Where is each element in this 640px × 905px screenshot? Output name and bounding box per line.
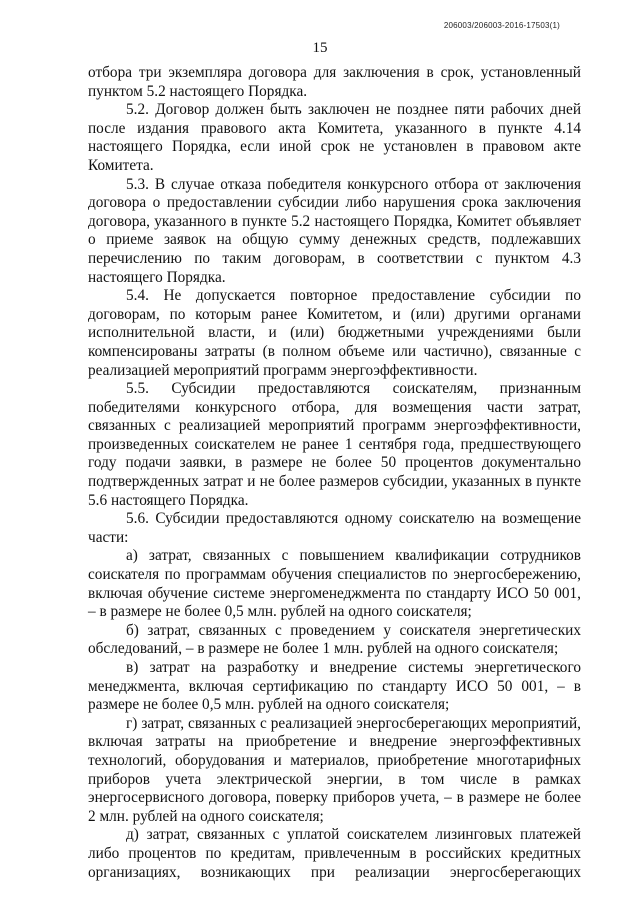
paragraph-5-5: 5.5. Субсидии предоставляются соискателям, признанным победителями конкурсного отбора, для возмещения части затрат, связанных с реализацией мероприятий программ энергоэффективности, произведенных соискателем не ранее 1 сентября года, предшествующего году подачи заявки, в размере не более 50 процентов документально подтвержденных затрат и не более размеров субсидии, указанных в пункте 5.6 настоящего Порядка. [88, 380, 581, 509]
page-number: 15 [312, 40, 328, 56]
list-item-d: д) затрат, связанных с уплатой соискателем лизинговых платежей либо процентов по кредитам, привлеченным в российских кредитных организациях, возникающих при реализации энергосберегающих [88, 826, 581, 881]
document-body [88, 64, 581, 882]
paragraph-continuation: отбора три экземпляра договора для заключения в срок, установленный пунктом 5.2 настоящего Порядка. [88, 64, 581, 100]
document-code: 206003/206003-2016-17503(1) [443, 21, 560, 30]
list-item-b: б) затрат, связанных с проведением у соискателя энергетических обследований, – в размере не более 1 млн. рублей на одного соискателя; [88, 621, 581, 658]
list-item-g: г) затрат, связанных с реализацией энергосберегающих мероприятий, включая затраты на приобретение и внедрение энергоэффективных технологий, оборудования и материалов, приобретение многотарифных приборов учета электрической энергии, в том числе в рамках энергосервисного договора, поверку приборов учета, – в размере не более 2 млн. рублей на одного соискателя; [88, 714, 581, 825]
list-item-v: в) затрат на разработку и внедрение системы энергетического менеджмента, включая сертификацию по стандарту ИСО 50 001, – в размере не более 0,5 млн. рублей на одного соискателя; [88, 659, 581, 714]
paragraph-5-6: 5.6. Субсидии предоставляются одному соискателю на возмещение части: [88, 510, 581, 546]
paragraph-5-2: 5.2. Договор должен быть заключен не позднее пяти рабочих дней после издания правового акта Комитета, указанного в пункте 4.14 настоящего Порядка, если иной срок не установлен в правовом акте Комитета. [88, 101, 581, 174]
list-item-a: а) затрат, связанных с повышением квалификации сотрудников соискателя по программам обучения специалистов по энергосбережению, включая обучение системе энергоменеджмента по стандарту ИСО 50 001, – в размере не более 0,5 млн. рублей на одного соискателя; [88, 547, 581, 621]
paragraph-5-3: 5.3. В случае отказа победителя конкурсного отбора от заключения договора о предоставлении субсидии либо нарушения срока заключения договора, указанного в пункте 5.2 настоящего Порядка, Комитет объявляет о приеме заявок на общую сумму денежных средств, подлежавших перечислению по таким договорам, в соответствии с пунктом 4.3 настоящего Порядка. [88, 175, 581, 286]
paragraph-5-4: 5.4. Не допускается повторное предоставление субсидии по договорам, по которым ранее Комитетом, и (или) другими органами исполнительной власти, и (или) бюджетными учреждениями были компенсированы затраты (в полном объеме или частично), связанные с реализацией мероприятий программ энергоэффективности. [88, 287, 581, 379]
